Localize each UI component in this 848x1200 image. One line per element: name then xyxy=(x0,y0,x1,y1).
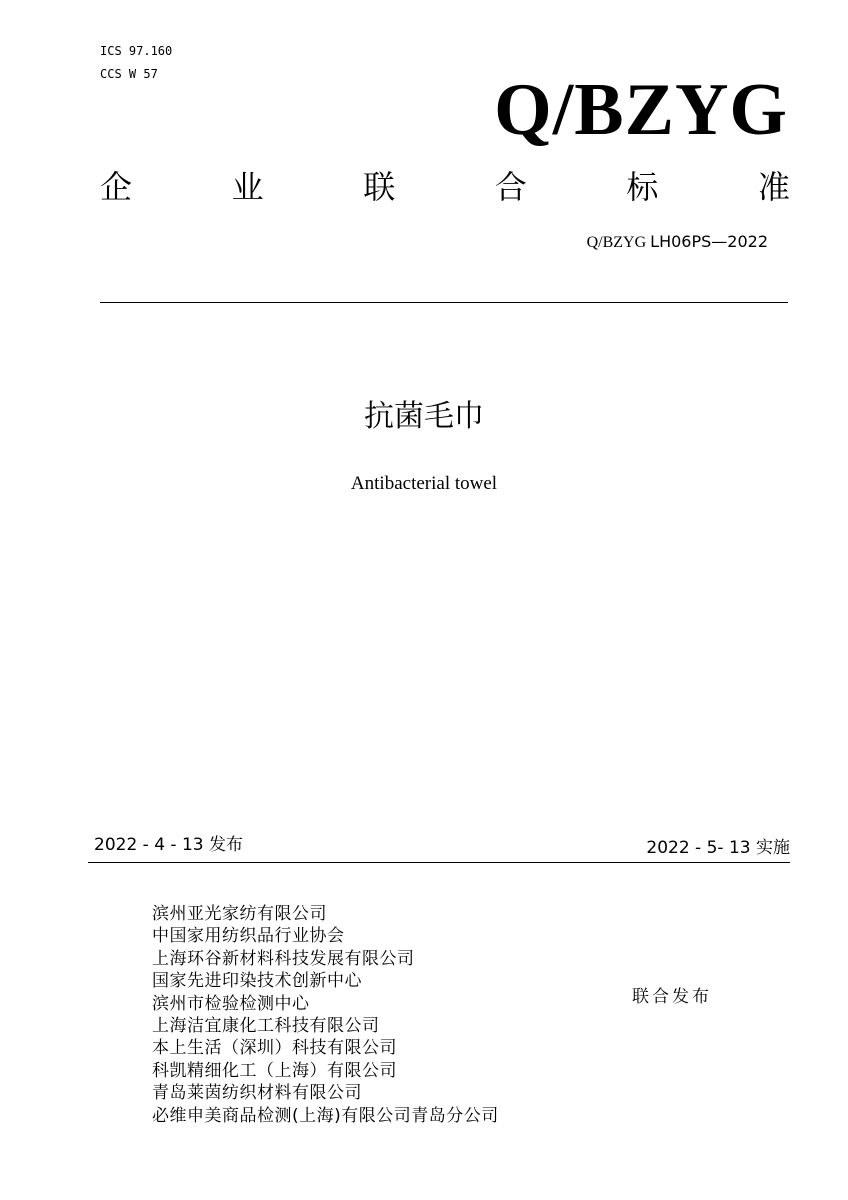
organization-item: 滨州亚光家纺有限公司 xyxy=(152,904,327,924)
standard-type-char: 企 xyxy=(100,168,133,206)
standard-type-char: 业 xyxy=(231,168,264,206)
implement-date: 2022 - 5- 13 实施 xyxy=(646,838,790,858)
document-title-cn: 抗菌毛巾 xyxy=(364,399,484,434)
organization-item: 必维申美商品检测(上海)有限公司青岛分公司 xyxy=(152,1105,499,1126)
organization-item: 科凯精细化工（上海）有限公司 xyxy=(152,1060,397,1081)
header-divider xyxy=(100,302,788,303)
joint-release-label: 联合发布 xyxy=(632,987,712,1007)
standard-type-char: 合 xyxy=(494,168,527,206)
standard-type-heading xyxy=(100,168,790,206)
ccs-code: CCS W 57 xyxy=(100,67,158,81)
organization-item: 滨州市检验检测中心 xyxy=(152,993,310,1014)
standard-code-suffix: LH06PS—2022 xyxy=(650,232,768,251)
standard-logo: Q/BZYG xyxy=(494,69,788,151)
organization-item: 中国家用纺织品行业协会 xyxy=(152,926,345,947)
organization-list xyxy=(152,903,499,1127)
organization-item: 本上生活（深圳）科技有限公司 xyxy=(152,1038,397,1059)
standard-code-prefix: Q/BZYG xyxy=(586,234,651,251)
organization-item: 青岛莱茵纺织材料有限公司 xyxy=(152,1083,362,1104)
organization-item: 国家先进印染技术创新中心 xyxy=(152,971,362,992)
standard-code xyxy=(587,232,768,253)
organization-item: 上海环谷新材料科技发展有限公司 xyxy=(152,948,415,969)
organization-item: 上海洁宜康化工科技有限公司 xyxy=(152,1016,380,1037)
standard-type-char: 标 xyxy=(626,168,659,206)
footer-divider xyxy=(88,862,790,863)
publish-date: 2022 - 4 - 13 发布 xyxy=(94,835,243,855)
standard-type-char: 联 xyxy=(363,168,396,206)
ics-code: ICS 97.160 xyxy=(100,44,173,58)
document-title-en: Antibacterial towel xyxy=(350,473,498,494)
standard-type-char: 准 xyxy=(757,168,790,206)
